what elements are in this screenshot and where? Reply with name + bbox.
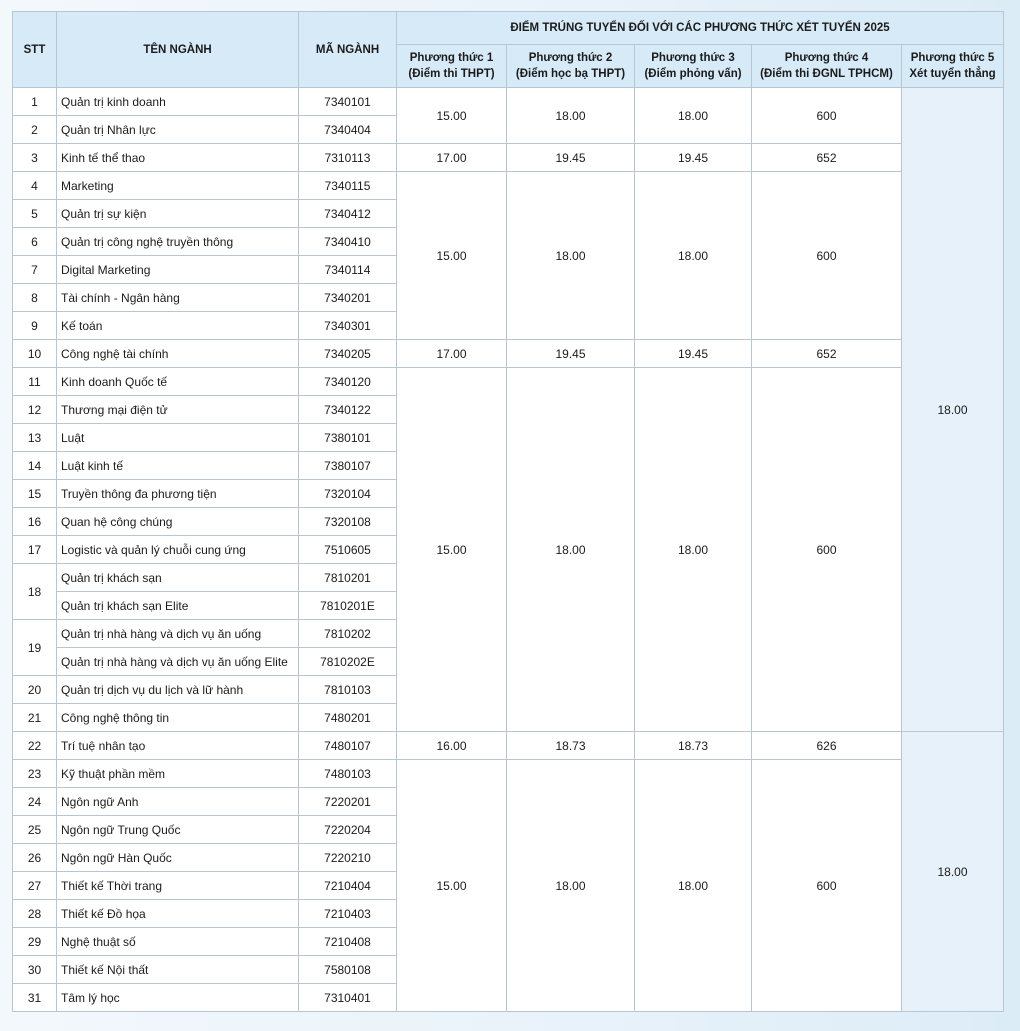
row-major-code: 7340301 [299,312,397,340]
row-major-name: Tâm lý học [57,984,299,1012]
row-major-code: 7810202E [299,648,397,676]
score-method-3: 18.00 [635,760,752,1012]
row-major-code: 7220201 [299,788,397,816]
row-major-name: Kế toán [57,312,299,340]
score-method-4: 626 [752,732,902,760]
row-major-name: Quản trị sự kiện [57,200,299,228]
row-major-code: 7340120 [299,368,397,396]
row-stt: 22 [13,732,57,760]
score-method-4: 600 [752,368,902,732]
admission-score-table [12,11,1004,1012]
table-row [13,732,1004,760]
row-stt: 2 [13,116,57,144]
method-3-line1: Phương thức 3 [651,52,735,64]
header-stt: STT [13,12,57,88]
row-major-name: Quản trị Nhân lực [57,116,299,144]
row-major-code: 7320104 [299,480,397,508]
row-major-code: 7340101 [299,88,397,116]
score-method-2: 18.00 [507,368,635,732]
score-method-4: 600 [752,760,902,1012]
row-stt: 3 [13,144,57,172]
table-row [13,88,1004,116]
row-major-code: 7340115 [299,172,397,200]
row-major-name: Digital Marketing [57,256,299,284]
method-5-line1: Phương thức 5 [910,52,995,64]
row-major-code: 7210403 [299,900,397,928]
score-method-2: 18.00 [507,88,635,144]
row-stt: 20 [13,676,57,704]
row-major-code: 7480107 [299,732,397,760]
row-major-code: 7340114 [299,256,397,284]
method-1-line2: (Điểm thi THPT) [408,68,495,80]
row-major-name: Quản trị khách sạn [57,564,299,592]
score-method-2: 19.45 [507,340,635,368]
score-method-2: 18.00 [507,172,635,340]
method-3-line2: (Điểm phỏng vấn) [644,68,742,80]
score-method-2: 18.73 [507,732,635,760]
row-stt: 28 [13,900,57,928]
table-row [13,340,1004,368]
row-stt: 14 [13,452,57,480]
row-major-name: Truyền thông đa phương tiện [57,480,299,508]
row-major-name: Marketing [57,172,299,200]
row-major-name: Thiết kế Đồ họa [57,900,299,928]
row-major-name: Quản trị khách sạn Elite [57,592,299,620]
row-stt: 19 [13,620,57,676]
row-major-code: 7380107 [299,452,397,480]
row-stt: 1 [13,88,57,116]
row-stt: 21 [13,704,57,732]
row-major-name: Quản trị nhà hàng và dịch vụ ăn uống Elite [57,648,299,676]
row-stt: 26 [13,844,57,872]
row-major-name: Ngôn ngữ Hàn Quốc [57,844,299,872]
row-major-name: Logistic và quản lý chuỗi cung ứng [57,536,299,564]
score-method-3: 19.45 [635,340,752,368]
row-major-code: 7310401 [299,984,397,1012]
method-4-line2: (Điểm thi ĐGNL TPHCM) [760,68,893,80]
row-major-code: 7220210 [299,844,397,872]
score-method-4: 600 [752,172,902,340]
row-major-code: 7320108 [299,508,397,536]
row-major-code: 7340122 [299,396,397,424]
row-major-code: 7340412 [299,200,397,228]
row-stt: 30 [13,956,57,984]
score-method-3: 19.45 [635,144,752,172]
header-group-title: ĐIỂM TRÚNG TUYỂN ĐỐI VỚI CÁC PHƯƠNG THỨC XÉT TUYỂN 2025 [397,12,1004,45]
table-row [13,172,1004,200]
score-method-5: 18.00 [902,88,1004,732]
row-major-name: Thương mại điện tử [57,396,299,424]
header-method-5 [902,45,1004,88]
row-major-name: Trí tuệ nhân tạo [57,732,299,760]
score-method-3: 18.00 [635,368,752,732]
row-major-code: 7210408 [299,928,397,956]
score-method-3: 18.00 [635,88,752,144]
table-row [13,368,1004,396]
row-stt: 18 [13,564,57,620]
row-major-code: 7310113 [299,144,397,172]
header-row-top [13,12,1004,45]
row-major-name: Kinh tế thể thao [57,144,299,172]
header-method-4 [752,45,902,88]
row-major-name: Quản trị nhà hàng và dịch vụ ăn uống [57,620,299,648]
score-method-2: 19.45 [507,144,635,172]
row-major-name: Thiết kế Thời trang [57,872,299,900]
row-major-name: Quản trị dịch vụ du lịch và lữ hành [57,676,299,704]
row-stt: 23 [13,760,57,788]
row-stt: 13 [13,424,57,452]
row-stt: 11 [13,368,57,396]
row-major-name: Kỹ thuật phần mềm [57,760,299,788]
row-major-name: Công nghệ tài chính [57,340,299,368]
table-row [13,760,1004,788]
score-method-2: 18.00 [507,760,635,1012]
row-major-name: Nghệ thuật số [57,928,299,956]
row-stt: 12 [13,396,57,424]
row-major-name: Luật kinh tế [57,452,299,480]
row-stt: 16 [13,508,57,536]
row-major-name: Ngôn ngữ Trung Quốc [57,816,299,844]
row-major-code: 7340410 [299,228,397,256]
score-method-1: 15.00 [397,368,507,732]
row-stt: 4 [13,172,57,200]
score-method-3: 18.73 [635,732,752,760]
row-stt: 24 [13,788,57,816]
row-major-code: 7340404 [299,116,397,144]
row-stt: 5 [13,200,57,228]
score-method-1: 15.00 [397,172,507,340]
row-major-code: 7810201E [299,592,397,620]
row-major-name: Tài chính - Ngân hàng [57,284,299,312]
score-method-1: 15.00 [397,88,507,144]
row-major-code: 7810103 [299,676,397,704]
row-stt: 27 [13,872,57,900]
row-major-name: Quan hệ công chúng [57,508,299,536]
score-method-1: 17.00 [397,340,507,368]
row-major-name: Ngôn ngữ Anh [57,788,299,816]
row-stt: 8 [13,284,57,312]
score-method-4: 600 [752,88,902,144]
header-major-code: MÃ NGÀNH [299,12,397,88]
method-2-line2: (Điểm học bạ THPT) [515,68,626,80]
row-stt: 17 [13,536,57,564]
row-major-code: 7810201 [299,564,397,592]
row-major-name: Kinh doanh Quốc tế [57,368,299,396]
method-2-line1: Phương thức 2 [528,52,613,64]
row-major-code: 7380101 [299,424,397,452]
row-major-code: 7810202 [299,620,397,648]
score-method-5: 18.00 [902,732,1004,1012]
header-major-name: TÊN NGÀNH [57,12,299,88]
row-major-code: 7580108 [299,956,397,984]
header-method-1 [397,45,507,88]
row-stt: 10 [13,340,57,368]
row-stt: 9 [13,312,57,340]
row-major-name: Công nghệ thông tin [57,704,299,732]
score-method-4: 652 [752,144,902,172]
score-method-4: 652 [752,340,902,368]
score-method-1: 17.00 [397,144,507,172]
row-major-name: Luật [57,424,299,452]
row-major-code: 7340201 [299,284,397,312]
row-major-code: 7210404 [299,872,397,900]
row-stt: 6 [13,228,57,256]
method-1-line1: Phương thức 1 [409,52,494,64]
row-major-code: 7220204 [299,816,397,844]
row-major-name: Quản trị kinh doanh [57,88,299,116]
score-method-1: 16.00 [397,732,507,760]
header-method-2 [507,45,635,88]
row-stt: 29 [13,928,57,956]
row-major-code: 7480201 [299,704,397,732]
row-stt: 25 [13,816,57,844]
method-4-line1: Phương thức 4 [784,52,869,64]
row-major-name: Thiết kế Nội thất [57,956,299,984]
row-major-code: 7510605 [299,536,397,564]
table-row [13,144,1004,172]
score-method-1: 15.00 [397,760,507,1012]
method-5-line2: Xét tuyển thẳng [909,68,996,80]
score-method-3: 18.00 [635,172,752,340]
row-stt: 15 [13,480,57,508]
header-method-3 [635,45,752,88]
row-major-name: Quản trị công nghệ truyền thông [57,228,299,256]
row-stt: 7 [13,256,57,284]
row-stt: 31 [13,984,57,1012]
row-major-code: 7480103 [299,760,397,788]
row-major-code: 7340205 [299,340,397,368]
